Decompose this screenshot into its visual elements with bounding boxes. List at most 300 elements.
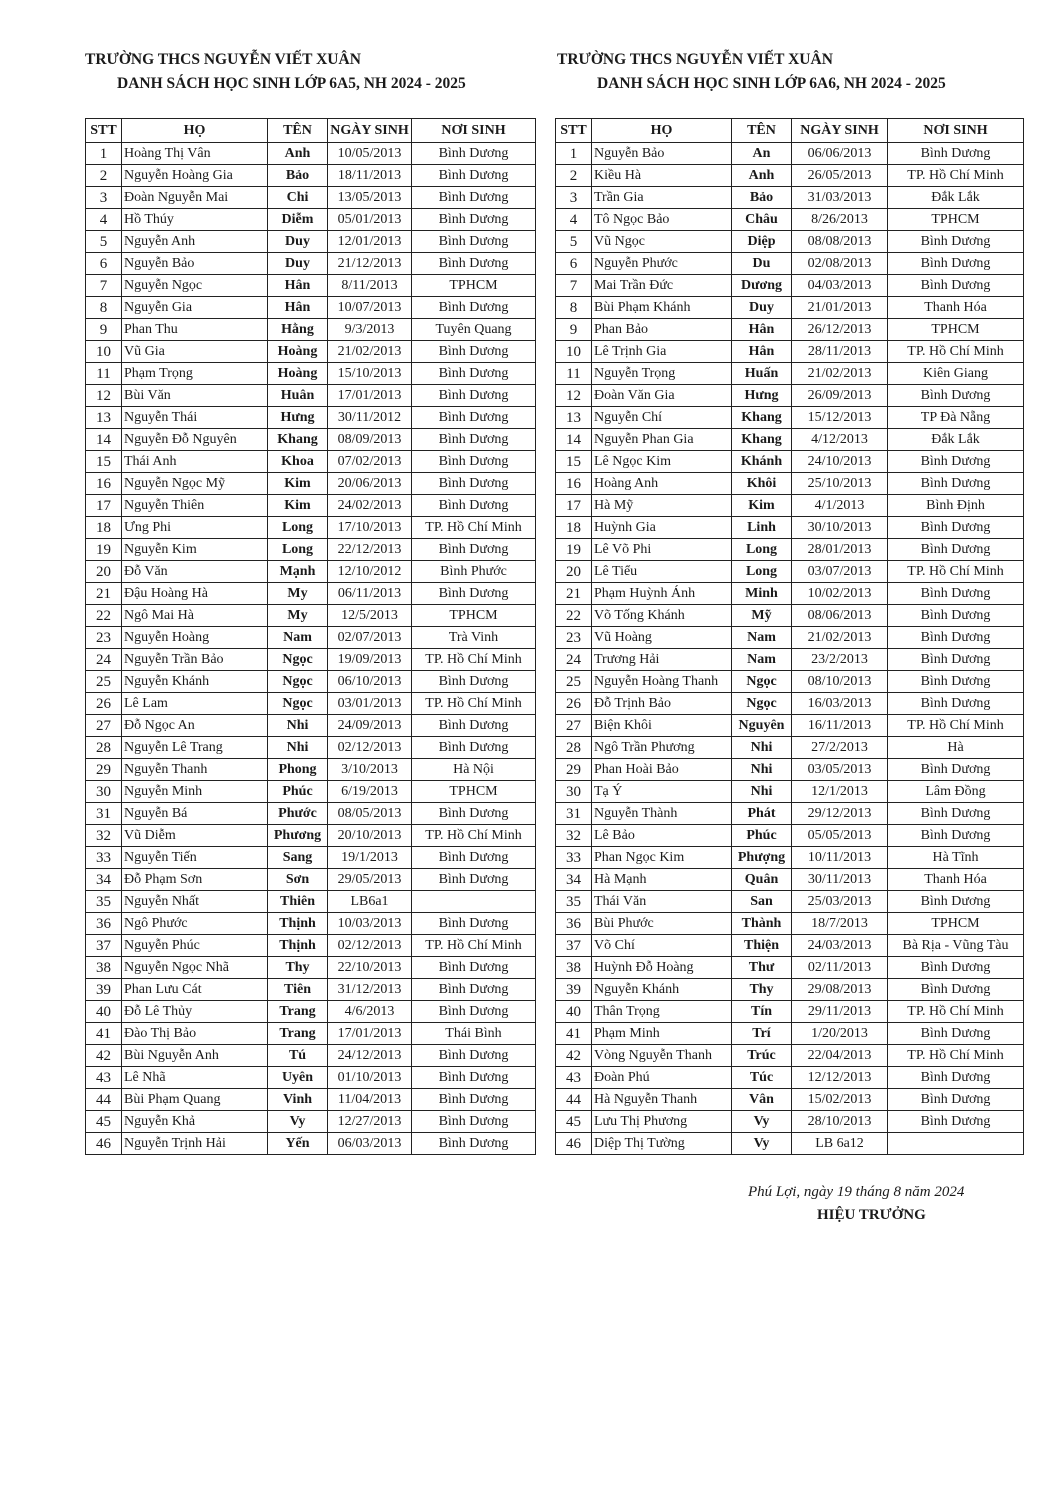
cell-ten: Bảo xyxy=(732,187,792,209)
table-row xyxy=(556,869,1024,891)
cell-noi-sinh: Bình Dương xyxy=(412,495,536,517)
cell-noi-sinh: Bình Dương xyxy=(888,451,1024,473)
cell-stt: 12 xyxy=(556,385,592,407)
cell-stt: 8 xyxy=(86,297,122,319)
cell-stt: 2 xyxy=(86,165,122,187)
cell-ho: Đỗ Trịnh Bảo xyxy=(592,693,732,715)
cell-ho: Đoàn Nguyễn Mai xyxy=(122,187,268,209)
header-ngay-sinh: NGÀY SINH xyxy=(328,119,412,143)
cell-ngay-sinh: 21/01/2013 xyxy=(792,297,888,319)
table-row xyxy=(86,737,536,759)
cell-ten: Vinh xyxy=(268,1089,328,1111)
cell-noi-sinh: Bình Dương xyxy=(888,143,1024,165)
cell-ten: Quân xyxy=(732,869,792,891)
cell-ngay-sinh: 16/03/2013 xyxy=(792,693,888,715)
table-row xyxy=(86,231,536,253)
cell-ngay-sinh: 04/03/2013 xyxy=(792,275,888,297)
cell-ho: Nguyễn Bá xyxy=(122,803,268,825)
cell-ten: Khánh xyxy=(732,451,792,473)
cell-noi-sinh: Hà Tĩnh xyxy=(888,847,1024,869)
signature-date: Phú Lợi, ngày 19 tháng 8 năm 2024 xyxy=(748,1184,965,1200)
cell-stt: 35 xyxy=(556,891,592,913)
cell-ho: Nguyễn Minh xyxy=(122,781,268,803)
cell-ngay-sinh: 6/19/2013 xyxy=(328,781,412,803)
cell-ngay-sinh: 20/10/2013 xyxy=(328,825,412,847)
cell-ngay-sinh: 30/10/2013 xyxy=(792,517,888,539)
cell-stt: 13 xyxy=(556,407,592,429)
cell-ngay-sinh: 12/1/2013 xyxy=(792,781,888,803)
cell-ten: Thành xyxy=(732,913,792,935)
cell-ten: Tiên xyxy=(268,979,328,1001)
cell-noi-sinh: Bình Dương xyxy=(412,1045,536,1067)
cell-ngay-sinh: 21/12/2013 xyxy=(328,253,412,275)
cell-ten: Thy xyxy=(732,979,792,1001)
cell-ngay-sinh: 24/02/2013 xyxy=(328,495,412,517)
cell-ho: Nguyễn Tiến xyxy=(122,847,268,869)
cell-stt: 16 xyxy=(86,473,122,495)
cell-ngay-sinh: 26/12/2013 xyxy=(792,319,888,341)
cell-ngay-sinh: 29/11/2013 xyxy=(792,1001,888,1023)
cell-noi-sinh: Bình Dương xyxy=(888,385,1024,407)
cell-ngay-sinh: 26/09/2013 xyxy=(792,385,888,407)
cell-stt: 21 xyxy=(86,583,122,605)
cell-noi-sinh: Bình Dương xyxy=(412,539,536,561)
cell-noi-sinh: Đắk Lắk xyxy=(888,429,1024,451)
cell-ho: Vũ Hoàng xyxy=(592,627,732,649)
table-row xyxy=(86,385,536,407)
table-row xyxy=(86,451,536,473)
cell-ho: Vòng Nguyễn Thanh xyxy=(592,1045,732,1067)
cell-noi-sinh: TPHCM xyxy=(412,781,536,803)
cell-noi-sinh: TPHCM xyxy=(888,319,1024,341)
cell-noi-sinh: Bình Dương xyxy=(412,363,536,385)
cell-noi-sinh: Bình Dương xyxy=(888,231,1024,253)
cell-stt: 17 xyxy=(86,495,122,517)
table-row xyxy=(86,693,536,715)
cell-noi-sinh: Thanh Hóa xyxy=(888,869,1024,891)
cell-ten: Hân xyxy=(268,275,328,297)
cell-noi-sinh: Bình Dương xyxy=(412,1133,536,1155)
cell-stt: 6 xyxy=(86,253,122,275)
cell-ho: Nguyễn Chí xyxy=(592,407,732,429)
cell-noi-sinh: Bình Dương xyxy=(888,275,1024,297)
cell-ten: Nguyên xyxy=(732,715,792,737)
cell-stt: 34 xyxy=(86,869,122,891)
cell-ten: An xyxy=(732,143,792,165)
table-row xyxy=(556,825,1024,847)
cell-ten: Nam xyxy=(732,627,792,649)
table-row xyxy=(86,517,536,539)
cell-ngay-sinh: 25/03/2013 xyxy=(792,891,888,913)
cell-stt: 3 xyxy=(86,187,122,209)
cell-ten: Khang xyxy=(732,407,792,429)
cell-stt: 22 xyxy=(556,605,592,627)
cell-ten: Vy xyxy=(732,1111,792,1133)
table-row xyxy=(86,891,536,913)
cell-ho: Lê Trịnh Gia xyxy=(592,341,732,363)
table-row xyxy=(556,363,1024,385)
cell-ten: Ngọc xyxy=(732,693,792,715)
table-row xyxy=(86,957,536,979)
cell-noi-sinh: Tuyên Quang xyxy=(412,319,536,341)
cell-ho: Phạm Minh xyxy=(592,1023,732,1045)
table-row xyxy=(556,385,1024,407)
cell-stt: 41 xyxy=(86,1023,122,1045)
cell-stt: 23 xyxy=(556,627,592,649)
cell-stt: 27 xyxy=(86,715,122,737)
cell-ngay-sinh: 19/09/2013 xyxy=(328,649,412,671)
cell-noi-sinh: Bình Dương xyxy=(888,517,1024,539)
cell-noi-sinh: Bình Dương xyxy=(412,1089,536,1111)
cell-ten: Nhi xyxy=(268,737,328,759)
cell-stt: 14 xyxy=(86,429,122,451)
table-row xyxy=(556,803,1024,825)
cell-ten: Thịnh xyxy=(268,913,328,935)
table-row xyxy=(86,1023,536,1045)
cell-ten: Bảo xyxy=(268,165,328,187)
cell-ten: Sang xyxy=(268,847,328,869)
cell-ho: Thái Văn xyxy=(592,891,732,913)
cell-stt: 10 xyxy=(86,341,122,363)
cell-ho: Bùi Phạm Khánh xyxy=(592,297,732,319)
table-row xyxy=(556,231,1024,253)
cell-ngay-sinh: 03/05/2013 xyxy=(792,759,888,781)
cell-stt: 34 xyxy=(556,869,592,891)
cell-ho: Đoàn Phú xyxy=(592,1067,732,1089)
cell-ngay-sinh: 26/05/2013 xyxy=(792,165,888,187)
table-row xyxy=(556,1001,1024,1023)
cell-ten: Uyên xyxy=(268,1067,328,1089)
table-row xyxy=(556,1023,1024,1045)
cell-stt: 21 xyxy=(556,583,592,605)
cell-noi-sinh: TPHCM xyxy=(888,913,1024,935)
cell-ngay-sinh: 10/07/2013 xyxy=(328,297,412,319)
table-row xyxy=(556,253,1024,275)
table-row xyxy=(556,1111,1024,1133)
cell-ho: Tạ Ý xyxy=(592,781,732,803)
cell-ten: Anh xyxy=(268,143,328,165)
cell-ho: Đỗ Lê Thủy xyxy=(122,1001,268,1023)
table-row xyxy=(556,891,1024,913)
cell-ngay-sinh: 08/10/2013 xyxy=(792,671,888,693)
cell-noi-sinh: Bình Dương xyxy=(888,1089,1024,1111)
cell-ho: Nguyễn Khánh xyxy=(122,671,268,693)
cell-ten: Kim xyxy=(732,495,792,517)
cell-noi-sinh: Bình Dương xyxy=(888,253,1024,275)
cell-ho: Nguyễn Trọng xyxy=(592,363,732,385)
cell-ho: Huỳnh Gia xyxy=(592,517,732,539)
cell-ten: Hoàng xyxy=(268,363,328,385)
table-row xyxy=(86,825,536,847)
cell-stt: 36 xyxy=(556,913,592,935)
header-ten: TÊN xyxy=(732,119,792,143)
cell-ho: Nguyễn Hoàng Thanh xyxy=(592,671,732,693)
cell-noi-sinh: Bình Dương xyxy=(412,253,536,275)
cell-ho: Nguyễn Bảo xyxy=(592,143,732,165)
header-ten: TÊN xyxy=(268,119,328,143)
cell-stt: 31 xyxy=(86,803,122,825)
cell-stt: 4 xyxy=(556,209,592,231)
table-row xyxy=(556,671,1024,693)
cell-ten: Linh xyxy=(732,517,792,539)
table-row xyxy=(86,1067,536,1089)
cell-stt: 12 xyxy=(86,385,122,407)
cell-ten: Dương xyxy=(732,275,792,297)
cell-ho: Hà Mỹ xyxy=(592,495,732,517)
cell-stt: 18 xyxy=(86,517,122,539)
cell-noi-sinh: Bình Dương xyxy=(412,231,536,253)
cell-ho: Hồ Thúy xyxy=(122,209,268,231)
cell-ho: Nguyễn Phúc xyxy=(122,935,268,957)
cell-ten: Phước xyxy=(268,803,328,825)
table-row xyxy=(86,759,536,781)
cell-ngay-sinh: 22/12/2013 xyxy=(328,539,412,561)
cell-noi-sinh: Bình Dương xyxy=(412,429,536,451)
table-row xyxy=(86,671,536,693)
cell-ho: Lê Nhã xyxy=(122,1067,268,1089)
table-row xyxy=(556,143,1024,165)
cell-ho: Bùi Phước xyxy=(592,913,732,935)
cell-ten: Long xyxy=(732,561,792,583)
cell-ten: Thiện xyxy=(732,935,792,957)
cell-ngay-sinh: 24/09/2013 xyxy=(328,715,412,737)
cell-ho: Nguyễn Hoàng xyxy=(122,627,268,649)
cell-stt: 20 xyxy=(556,561,592,583)
cell-noi-sinh: TP. Hồ Chí Minh xyxy=(888,561,1024,583)
cell-ho: Lê Võ Phi xyxy=(592,539,732,561)
cell-stt: 24 xyxy=(556,649,592,671)
cell-ten: Trang xyxy=(268,1001,328,1023)
cell-noi-sinh: TP. Hồ Chí Minh xyxy=(412,517,536,539)
cell-stt: 25 xyxy=(556,671,592,693)
cell-stt: 17 xyxy=(556,495,592,517)
cell-ten: Nhi xyxy=(268,715,328,737)
cell-ho: Bùi Nguyễn Anh xyxy=(122,1045,268,1067)
cell-ngay-sinh: 27/2/2013 xyxy=(792,737,888,759)
cell-stt: 28 xyxy=(86,737,122,759)
cell-ngay-sinh: 17/10/2013 xyxy=(328,517,412,539)
cell-ten: Hằng xyxy=(268,319,328,341)
cell-noi-sinh: Bình Dương xyxy=(888,891,1024,913)
cell-ngay-sinh: 08/05/2013 xyxy=(328,803,412,825)
table-row xyxy=(556,429,1024,451)
cell-stt: 44 xyxy=(86,1089,122,1111)
cell-ho: Lê Lam xyxy=(122,693,268,715)
cell-stt: 11 xyxy=(556,363,592,385)
cell-stt: 35 xyxy=(86,891,122,913)
cell-ngay-sinh: 29/05/2013 xyxy=(328,869,412,891)
cell-ten: Thư xyxy=(732,957,792,979)
cell-noi-sinh: TP. Hồ Chí Minh xyxy=(888,715,1024,737)
cell-ngay-sinh: 21/02/2013 xyxy=(328,341,412,363)
table-row xyxy=(86,319,536,341)
cell-ngay-sinh: 08/06/2013 xyxy=(792,605,888,627)
table-row xyxy=(556,935,1024,957)
cell-ho: Nguyễn Lê Trang xyxy=(122,737,268,759)
cell-noi-sinh: Bình Dương xyxy=(412,1111,536,1133)
table-row xyxy=(86,1133,536,1155)
cell-stt: 11 xyxy=(86,363,122,385)
cell-ho: Nguyễn Trịnh Hải xyxy=(122,1133,268,1155)
cell-stt: 19 xyxy=(556,539,592,561)
student-table-6a5 xyxy=(85,118,536,1155)
cell-ho: Ngô Trần Phương xyxy=(592,737,732,759)
cell-ngay-sinh: 10/02/2013 xyxy=(792,583,888,605)
cell-noi-sinh: TP. Hồ Chí Minh xyxy=(888,1001,1024,1023)
cell-stt: 2 xyxy=(556,165,592,187)
cell-ho: Bùi Phạm Quang xyxy=(122,1089,268,1111)
table-row xyxy=(86,407,536,429)
cell-ten: Phương xyxy=(268,825,328,847)
cell-ho: Phan Lưu Cát xyxy=(122,979,268,1001)
cell-ngay-sinh: 29/08/2013 xyxy=(792,979,888,1001)
cell-noi-sinh: Bình Dương xyxy=(412,165,536,187)
cell-stt: 14 xyxy=(556,429,592,451)
cell-ten: Diễm xyxy=(268,209,328,231)
cell-stt: 38 xyxy=(556,957,592,979)
cell-noi-sinh: Bình Dương xyxy=(888,1067,1024,1089)
cell-ho: Võ Chí xyxy=(592,935,732,957)
table-row xyxy=(556,297,1024,319)
table-row xyxy=(556,1089,1024,1111)
cell-ho: Nguyễn Phan Gia xyxy=(592,429,732,451)
cell-ngay-sinh: 31/03/2013 xyxy=(792,187,888,209)
cell-noi-sinh: Bình Dương xyxy=(412,187,536,209)
cell-noi-sinh: Bình Dương xyxy=(888,627,1024,649)
cell-ten: Khoa xyxy=(268,451,328,473)
cell-ho: Phan Hoài Bảo xyxy=(592,759,732,781)
cell-ten: Duy xyxy=(732,297,792,319)
cell-ho: Nguyễn Nhất xyxy=(122,891,268,913)
cell-ngay-sinh: 21/02/2013 xyxy=(792,627,888,649)
cell-ho: Nguyễn Trần Bảo xyxy=(122,649,268,671)
table-row xyxy=(86,473,536,495)
header-noi-sinh: NƠI SINH xyxy=(888,119,1024,143)
cell-ten: Hưng xyxy=(732,385,792,407)
cell-ten: Chi xyxy=(268,187,328,209)
cell-ho: Nguyễn Ngọc Mỹ xyxy=(122,473,268,495)
cell-ten: My xyxy=(268,605,328,627)
cell-ngay-sinh: 12/01/2013 xyxy=(328,231,412,253)
cell-ngay-sinh: 3/10/2013 xyxy=(328,759,412,781)
table-row xyxy=(556,473,1024,495)
header-ngay-sinh: NGÀY SINH xyxy=(792,119,888,143)
cell-stt: 6 xyxy=(556,253,592,275)
cell-ten: Trang xyxy=(268,1023,328,1045)
cell-ten: Kim xyxy=(268,473,328,495)
table-row xyxy=(86,495,536,517)
cell-ten: Tú xyxy=(268,1045,328,1067)
cell-ten: Phong xyxy=(268,759,328,781)
cell-ho: Nguyễn Gia xyxy=(122,297,268,319)
cell-stt: 46 xyxy=(556,1133,592,1155)
cell-stt: 22 xyxy=(86,605,122,627)
cell-ngay-sinh: 03/07/2013 xyxy=(792,561,888,583)
cell-ten: San xyxy=(732,891,792,913)
cell-ngay-sinh: 12/27/2013 xyxy=(328,1111,412,1133)
cell-stt: 45 xyxy=(556,1111,592,1133)
cell-noi-sinh: Bình Dương xyxy=(412,1067,536,1089)
cell-ngay-sinh: 12/5/2013 xyxy=(328,605,412,627)
cell-ten: Thiên xyxy=(268,891,328,913)
cell-ho: Đỗ Phạm Sơn xyxy=(122,869,268,891)
cell-ngay-sinh: 12/10/2012 xyxy=(328,561,412,583)
cell-ngay-sinh: 31/12/2013 xyxy=(328,979,412,1001)
cell-stt: 18 xyxy=(556,517,592,539)
cell-stt: 29 xyxy=(556,759,592,781)
cell-ho: Nguyễn Phước xyxy=(592,253,732,275)
cell-stt: 13 xyxy=(86,407,122,429)
cell-ho: Thân Trọng xyxy=(592,1001,732,1023)
cell-ten: Duy xyxy=(268,253,328,275)
cell-noi-sinh: Bình Dương xyxy=(888,979,1024,1001)
cell-noi-sinh: Lâm Đồng xyxy=(888,781,1024,803)
table-row xyxy=(556,649,1024,671)
table-row xyxy=(556,495,1024,517)
cell-stt: 46 xyxy=(86,1133,122,1155)
cell-ho: Nguyễn Ngọc xyxy=(122,275,268,297)
cell-stt: 43 xyxy=(556,1067,592,1089)
cell-stt: 1 xyxy=(86,143,122,165)
cell-ho: Lưu Thị Phương xyxy=(592,1111,732,1133)
cell-ten: Hoàng xyxy=(268,341,328,363)
cell-ten: Phúc xyxy=(268,781,328,803)
cell-stt: 24 xyxy=(86,649,122,671)
cell-ten: My xyxy=(268,583,328,605)
cell-noi-sinh: TPHCM xyxy=(412,275,536,297)
cell-ho: Diệp Thị Tường xyxy=(592,1133,732,1155)
cell-ngay-sinh: 12/12/2013 xyxy=(792,1067,888,1089)
cell-ngay-sinh: 24/10/2013 xyxy=(792,451,888,473)
cell-ngay-sinh: 15/10/2013 xyxy=(328,363,412,385)
cell-noi-sinh: Bình Dương xyxy=(888,1111,1024,1133)
cell-stt: 15 xyxy=(556,451,592,473)
cell-ngay-sinh: 29/12/2013 xyxy=(792,803,888,825)
table-row xyxy=(556,957,1024,979)
cell-noi-sinh: Bình Dương xyxy=(888,1023,1024,1045)
cell-ho: Tô Ngọc Bảo xyxy=(592,209,732,231)
table-row xyxy=(86,187,536,209)
table-row xyxy=(86,561,536,583)
cell-noi-sinh: Bình Dương xyxy=(412,583,536,605)
cell-ho: Đào Thị Bảo xyxy=(122,1023,268,1045)
cell-ten: Mỹ xyxy=(732,605,792,627)
cell-ngay-sinh: 24/03/2013 xyxy=(792,935,888,957)
cell-ngay-sinh: 10/05/2013 xyxy=(328,143,412,165)
cell-ten: Kim xyxy=(268,495,328,517)
cell-ho: Hà Mạnh xyxy=(592,869,732,891)
table-row xyxy=(86,935,536,957)
cell-noi-sinh: Bình Dương xyxy=(412,473,536,495)
table-row xyxy=(86,363,536,385)
cell-stt: 31 xyxy=(556,803,592,825)
cell-stt: 7 xyxy=(556,275,592,297)
cell-ngay-sinh: 02/12/2013 xyxy=(328,935,412,957)
table-row xyxy=(556,979,1024,1001)
cell-ngay-sinh: 17/01/2013 xyxy=(328,1023,412,1045)
cell-noi-sinh: Bình Dương xyxy=(888,539,1024,561)
table-row xyxy=(556,517,1024,539)
cell-ho: Đỗ Ngọc An xyxy=(122,715,268,737)
table-row xyxy=(86,803,536,825)
cell-ngay-sinh: 21/02/2013 xyxy=(792,363,888,385)
table-row xyxy=(556,451,1024,473)
cell-ten: Ngọc xyxy=(268,693,328,715)
cell-ho: Kiều Hà xyxy=(592,165,732,187)
cell-noi-sinh: Bình Dương xyxy=(888,759,1024,781)
cell-ho: Lê Ngọc Kim xyxy=(592,451,732,473)
cell-ten: Long xyxy=(732,539,792,561)
